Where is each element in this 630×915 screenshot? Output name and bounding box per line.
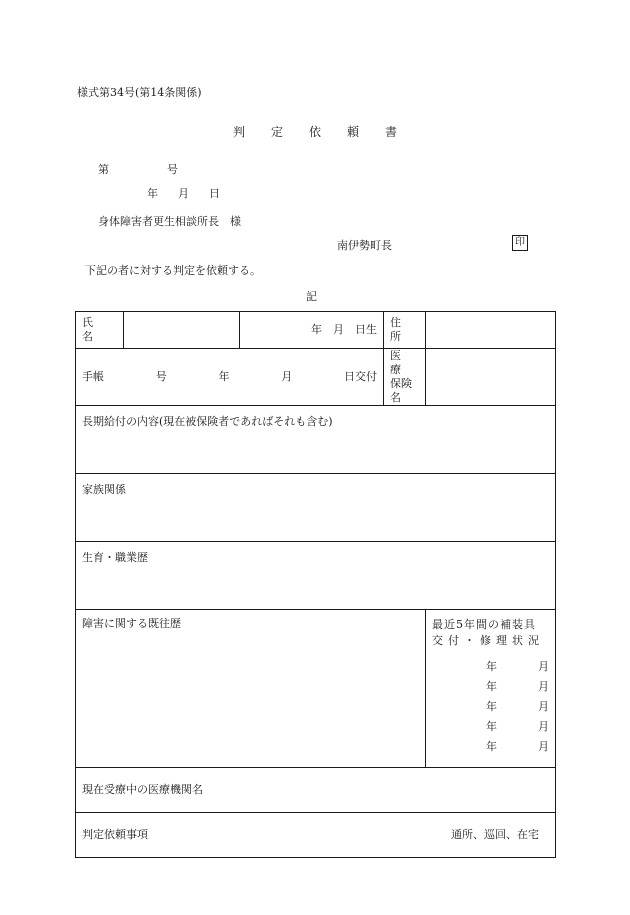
addressee: 身体障害者更生相談所長 様 bbox=[98, 215, 241, 228]
family-field[interactable] bbox=[76, 474, 556, 542]
name-row bbox=[76, 312, 556, 349]
name-field[interactable] bbox=[124, 312, 240, 349]
request-items-field[interactable] bbox=[76, 813, 556, 858]
address-label: 住所 bbox=[384, 312, 426, 349]
form-number: 様式第34号(第14条関係) bbox=[77, 86, 202, 99]
long-term-benefit-field[interactable] bbox=[76, 406, 556, 474]
request-items-options: 通所、巡回、在宅 bbox=[451, 828, 539, 841]
document-number bbox=[98, 161, 178, 177]
date-month: 月 bbox=[178, 187, 189, 200]
insurance-label: 医 療 保険名 bbox=[384, 349, 426, 406]
birthdate-field[interactable] bbox=[240, 312, 384, 349]
career-row bbox=[76, 542, 556, 610]
aids-row: 年 月 bbox=[486, 720, 549, 733]
long-term-benefit-label: 長期給付の内容(現在被保険者であればそれも含む) bbox=[82, 415, 333, 428]
institution-field[interactable] bbox=[76, 768, 556, 813]
handbook-row bbox=[76, 349, 556, 406]
request-items-row bbox=[76, 813, 556, 858]
title-char: 判 bbox=[232, 125, 245, 139]
number-prefix: 第 bbox=[98, 163, 109, 176]
date-year: 年 bbox=[147, 187, 158, 200]
institution-label: 現在受療中の医療機関名 bbox=[82, 783, 203, 796]
aids-status-field[interactable] bbox=[426, 610, 556, 768]
birthdate-label: 年 月 日生 bbox=[311, 323, 377, 336]
institution-row bbox=[76, 768, 556, 813]
long-term-benefit-row bbox=[76, 406, 556, 474]
aids-row: 年 月 bbox=[486, 700, 549, 713]
history-row bbox=[76, 610, 556, 768]
number-suffix: 号 bbox=[167, 163, 178, 176]
aids-status-title: 最近5年間の補装具 交付・修理状況 bbox=[432, 618, 544, 647]
title-char: 依 bbox=[308, 125, 321, 139]
handbook-issued: 日交付 bbox=[344, 370, 377, 383]
history-label: 障害に関する既往歴 bbox=[82, 617, 181, 630]
aids-row: 年 月 bbox=[486, 740, 549, 753]
history-field[interactable] bbox=[76, 610, 426, 768]
handbook-month: 月 bbox=[281, 370, 293, 383]
insurance-field[interactable] bbox=[426, 349, 556, 406]
handbook-field[interactable] bbox=[76, 349, 384, 406]
ki-heading: 記 bbox=[306, 290, 317, 303]
family-label: 家族関係 bbox=[82, 483, 126, 496]
handbook-number-suffix: 号 bbox=[155, 370, 167, 383]
address-field[interactable] bbox=[426, 312, 556, 349]
aids-row: 年 月 bbox=[486, 660, 549, 673]
handbook-label: 手帳 bbox=[82, 370, 104, 383]
handbook-year: 年 bbox=[218, 370, 230, 383]
request-statement: 下記の者に対する判定を依頼する。 bbox=[85, 264, 261, 277]
title-char: 書 bbox=[385, 125, 398, 139]
title-char: 定 bbox=[270, 125, 283, 139]
sender: 南伊勢町長 bbox=[337, 239, 392, 252]
document-title bbox=[0, 123, 630, 140]
name-label: 氏名 bbox=[76, 312, 124, 349]
career-label: 生育・職業歴 bbox=[82, 551, 148, 564]
judgment-form-table bbox=[75, 311, 556, 858]
aids-row: 年 月 bbox=[486, 680, 549, 693]
date-day: 日 bbox=[209, 187, 220, 200]
document-date bbox=[147, 185, 220, 201]
request-items-label: 判定依頼事項 bbox=[82, 828, 148, 841]
career-field[interactable] bbox=[76, 542, 556, 610]
seal-icon: 印 bbox=[512, 235, 528, 251]
title-char: 頼 bbox=[347, 125, 360, 139]
family-row bbox=[76, 474, 556, 542]
